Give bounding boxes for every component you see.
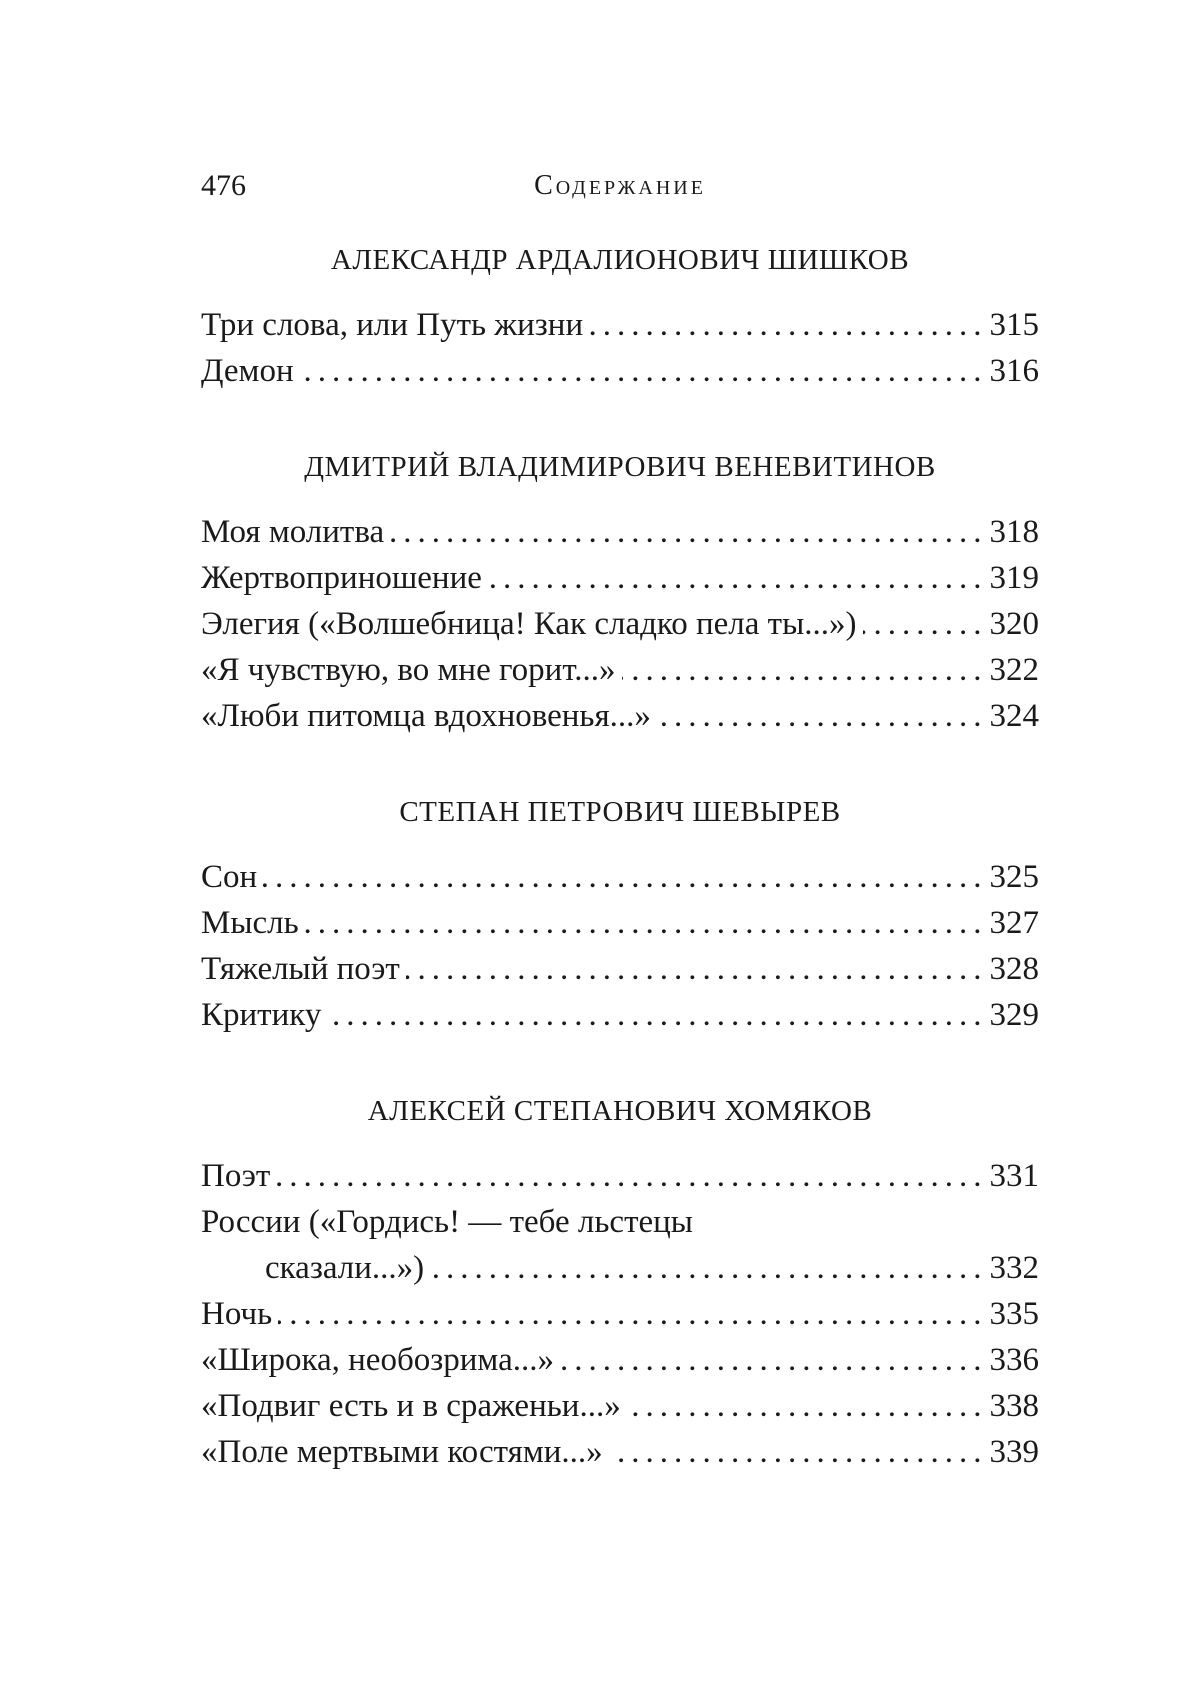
entry-page-number: 332: [989, 1250, 1039, 1286]
toc-entry[interactable]: [201, 1153, 1039, 1199]
entry-page-number: 331: [989, 1158, 1039, 1194]
toc-section: [201, 238, 1039, 394]
entry-title: «Широка, необозрима...»: [201, 1342, 554, 1378]
dot-leader: [300, 348, 988, 394]
author-heading: АЛЕКСЕЙ СТЕПАНОВИЧ ХОМЯКОВ: [367, 1095, 873, 1127]
dot-leader: [305, 900, 988, 946]
toc-entry[interactable]: [201, 946, 1039, 992]
entry-page-number: 336: [989, 1342, 1039, 1378]
dot-leader: [589, 302, 987, 348]
entry-page-number: 318: [989, 514, 1039, 550]
running-head: [201, 166, 1039, 206]
toc-entry[interactable]: [201, 348, 1039, 394]
author-heading: ДМИТРИЙ ВЛАДИМИРОВИЧ ВЕНЕВИТИНОВ: [304, 451, 936, 483]
entry-page-number: 327: [989, 905, 1039, 941]
author-heading: АЛЕКСАНДР АРДАЛИОНОВИЧ ШИШКОВ: [330, 244, 910, 276]
toc-entry[interactable]: [201, 1291, 1039, 1337]
toc-entry[interactable]: [201, 1199, 1039, 1291]
dot-leader: [622, 647, 988, 693]
entry-title: Критику: [201, 997, 322, 1033]
table-of-contents: [201, 238, 1039, 1475]
toc-entry[interactable]: [201, 992, 1039, 1038]
entry-title: «Поле мертвыми костями...»: [201, 1434, 603, 1470]
dot-leader: [430, 1245, 987, 1291]
entry-title: Поэт: [201, 1158, 271, 1194]
entry-title: Моя молитва: [201, 514, 385, 550]
entry-title: «Подвиг есть и в сраженьи...»: [201, 1388, 621, 1424]
dot-leader: [863, 601, 988, 647]
dot-leader: [406, 946, 988, 992]
toc-entry[interactable]: [201, 302, 1039, 348]
entry-page-number: 315: [989, 307, 1039, 343]
entry-title-continuation: сказали...»): [265, 1250, 425, 1286]
toc-section: [201, 1089, 1039, 1475]
entry-page-number: 316: [989, 353, 1039, 389]
toc-entry[interactable]: [201, 555, 1039, 601]
entry-title: России («Гордись! — тебе льстецы: [201, 1204, 693, 1240]
page-number: 476: [201, 169, 246, 202]
toc-entry[interactable]: [201, 900, 1039, 946]
toc-entry[interactable]: [201, 1429, 1039, 1475]
entry-title: Сон: [201, 859, 258, 895]
entry-page-number: 328: [989, 951, 1039, 987]
dot-leader: [276, 1153, 987, 1199]
toc-entry[interactable]: [201, 509, 1039, 555]
toc-entry-list: [201, 509, 1039, 739]
entry-page-number: 325: [989, 859, 1039, 895]
toc-entry[interactable]: [201, 1383, 1039, 1429]
toc-entry[interactable]: [201, 601, 1039, 647]
toc-entry[interactable]: [201, 647, 1039, 693]
entry-title: Элегия («Волшебница! Как сладко пела ты...»): [201, 606, 857, 642]
entry-title: Ночь: [201, 1296, 273, 1332]
dot-leader: [657, 693, 988, 739]
entry-page-number: 338: [989, 1388, 1039, 1424]
dot-leader: [390, 509, 987, 555]
dot-leader: [627, 1383, 988, 1429]
toc-section: [201, 445, 1039, 739]
entry-page-number: 322: [989, 652, 1039, 688]
toc-entry-list: [201, 1153, 1039, 1475]
dot-leader: [488, 555, 988, 601]
dot-leader: [327, 992, 987, 1038]
dot-leader: [278, 1291, 987, 1337]
dot-leader: [609, 1429, 988, 1475]
toc-entry-list: [201, 302, 1039, 394]
entry-page-number: 335: [989, 1296, 1039, 1332]
dot-leader: [263, 854, 987, 900]
entry-title: Демон: [201, 353, 294, 389]
entry-page-number: 319: [989, 560, 1039, 596]
entry-title: Жертвоприношение: [201, 560, 482, 596]
entry-title: «Люби питомца вдохновенья...»: [201, 698, 651, 734]
toc-entry-list: [201, 854, 1039, 1038]
dot-leader: [560, 1337, 988, 1383]
entry-page-number: 339: [989, 1434, 1039, 1470]
toc-entry[interactable]: [201, 1337, 1039, 1383]
toc-entry[interactable]: [201, 693, 1039, 739]
entry-page-number: 320: [989, 606, 1039, 642]
entry-title: «Я чувствую, во мне горит...»: [201, 652, 616, 688]
entry-title: Мысль: [201, 905, 299, 941]
running-title: Содержание: [534, 170, 706, 201]
author-heading: СТЕПАН ПЕТРОВИЧ ШЕВЫРЕВ: [399, 796, 841, 828]
entry-page-number: 329: [989, 997, 1039, 1033]
entry-title: Тяжелый поэт: [201, 951, 400, 987]
entry-title: Три слова, или Путь жизни: [201, 307, 584, 343]
toc-entry[interactable]: [201, 854, 1039, 900]
toc-section: [201, 790, 1039, 1038]
entry-page-number: 324: [989, 698, 1039, 734]
